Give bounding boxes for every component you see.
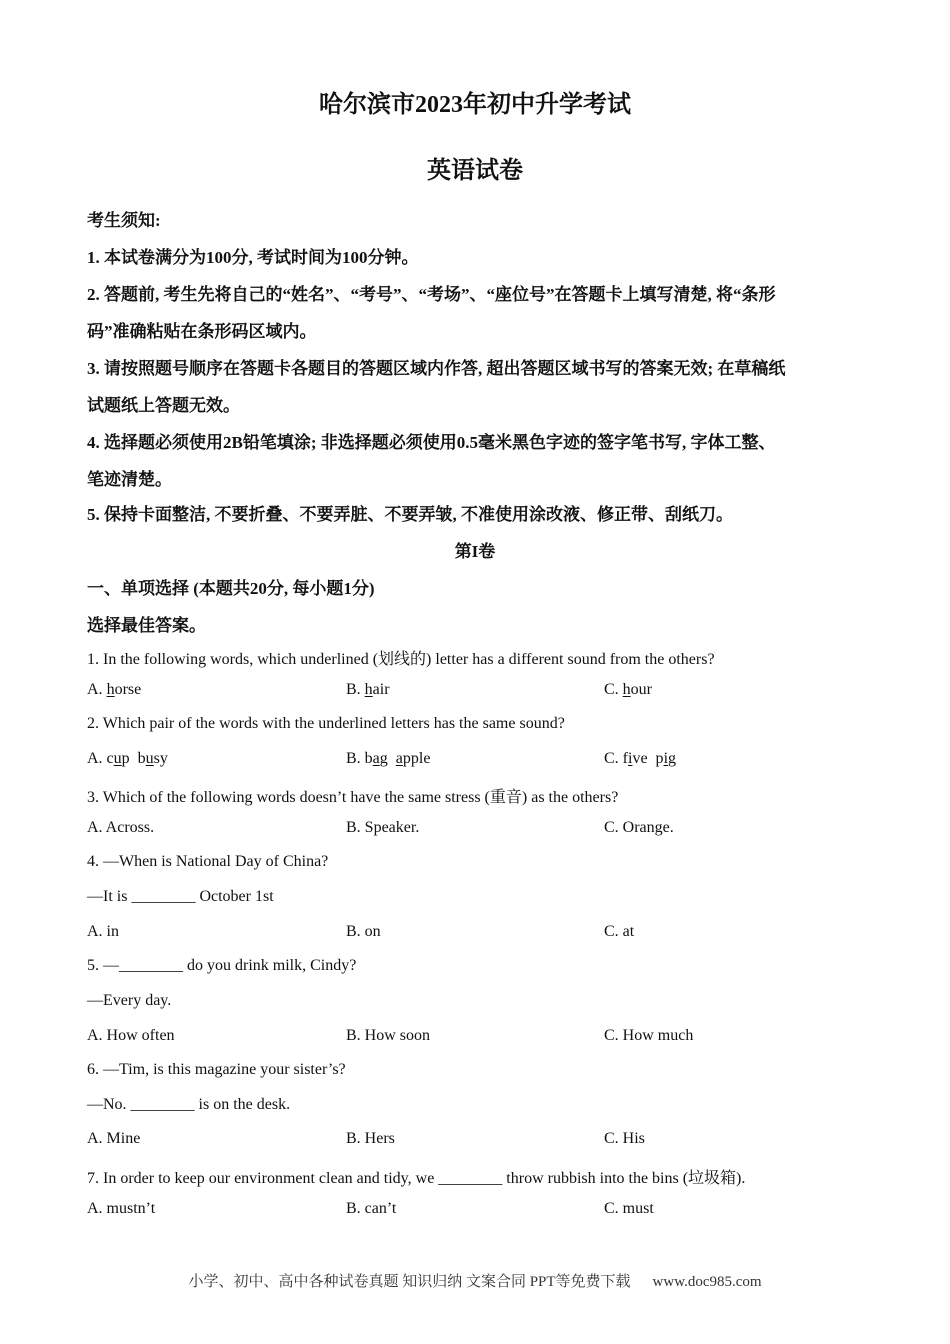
page-footer <box>0 1270 950 1291</box>
exam-subtitle: 英语试卷 <box>427 158 523 184</box>
notice-item: 1. 本试卷满分为100分, 考试时间为100分钟。 <box>87 248 419 267</box>
option-b: B. How soon <box>346 1027 431 1044</box>
option-a: A. mustn’t <box>87 1200 156 1217</box>
question-stem: 3. Which of the following words doesn’t have the same stress (重音) as the others? <box>87 789 619 806</box>
notice-item: 2. 答题前, 考生先将自己的“姓名”、“考号”、“考场”、“座位号”在答题卡上填写清楚, 将“条形 <box>87 285 776 304</box>
question-response: —No. ________ is on the desk. <box>87 1096 291 1113</box>
option-c: C. five pig <box>604 750 677 767</box>
question-stem: 7. In order to keep our environment clean and tidy, we ________ throw rubbish into the bins (垃圾箱). <box>87 1170 746 1187</box>
notice-item: 试题纸上答题无效。 <box>87 396 240 415</box>
notice-heading: 考生须知: <box>87 211 161 230</box>
option-c: C. hour <box>604 681 652 698</box>
exam-title: 哈尔滨市2023年初中升学考试 <box>319 92 631 118</box>
question-stem: 4. —When is National Day of China? <box>87 853 329 870</box>
notice-item: 5. 保持卡面整洁, 不要折叠、不要弄脏、不要弄皱, 不准使用涂改液、修正带、刮纸刀。 <box>87 505 733 524</box>
notice-item: 笔迹清楚。 <box>87 470 172 489</box>
notice-item: 码”准确粘贴在条形码区域内。 <box>87 322 317 341</box>
option-c: C. at <box>604 923 635 940</box>
option-a: A. Across. <box>87 819 155 836</box>
option-a: A. horse <box>87 681 142 698</box>
option-b: B. on <box>346 923 381 940</box>
option-c: C. must <box>604 1200 654 1217</box>
section-title: 一、单项选择 (本题共20分, 每小题1分) <box>87 579 375 598</box>
notice-item: 3. 请按照题号顺序在答题卡各题目的答题区域内作答, 超出答题区域书写的答案无效; 在草稿纸 <box>87 359 786 378</box>
option-b: B. Hers <box>346 1130 395 1147</box>
question-response: —It is ________ October 1st <box>87 888 274 905</box>
option-b: B. Speaker. <box>346 819 420 836</box>
option-b: B. bag apple <box>346 750 431 767</box>
option-a: A. cup busy <box>87 750 168 767</box>
question-response: —Every day. <box>87 992 172 1009</box>
option-c: C. How much <box>604 1027 694 1044</box>
option-a: A. How often <box>87 1027 175 1044</box>
question-stem: 5. —________ do you drink milk, Cindy? <box>87 957 357 974</box>
option-b: B. hair <box>346 681 390 698</box>
section-instruction: 选择最佳答案。 <box>87 616 206 635</box>
question-stem: 2. Which pair of the words with the underlined letters has the same sound? <box>87 715 565 732</box>
option-a: A. Mine <box>87 1130 141 1147</box>
question-stem: 6. —Tim, is this magazine your sister’s? <box>87 1061 346 1078</box>
option-c: C. Orange. <box>604 819 674 836</box>
option-c: C. His <box>604 1130 645 1147</box>
footer-text: 小学、初中、高中各种试卷真题 知识归纳 文案合同 PPT等免费下载 <box>188 1274 631 1290</box>
notice-item: 4. 选择题必须使用2B铅笔填涂; 非选择题必须使用0.5毫米黑色字迹的签字笔书写, 字体工整、 <box>87 433 776 452</box>
option-b: B. can’t <box>346 1200 397 1217</box>
volume-heading: 第I卷 <box>454 542 496 561</box>
question-stem: 1. In the following words, which underlined (划线的) letter has a different sound from the others? <box>87 651 715 668</box>
footer-url[interactable]: www.doc985.com <box>652 1274 762 1290</box>
option-a: A. in <box>87 923 119 940</box>
